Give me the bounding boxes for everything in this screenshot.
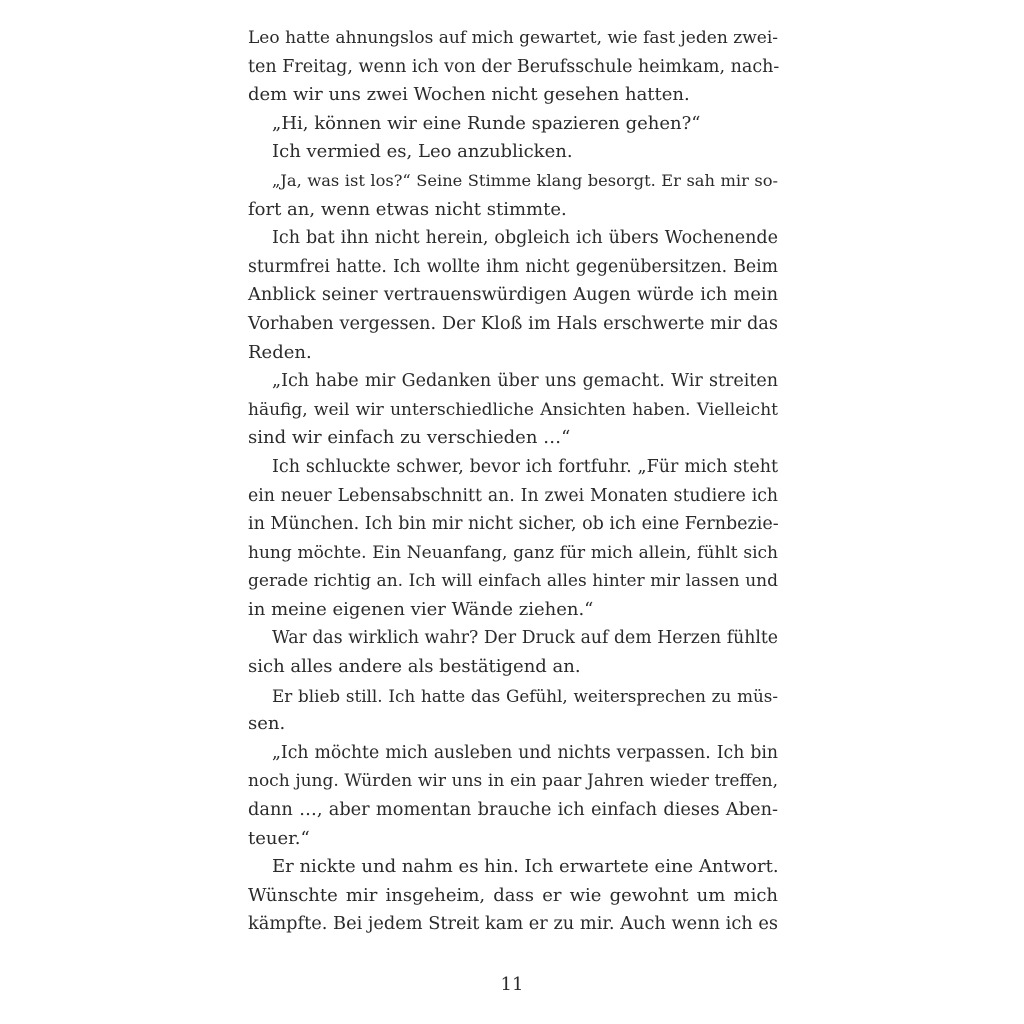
text-line: Ich bat ihn nicht herein, obgleich ich übers Wochenende bbox=[272, 228, 778, 249]
page-number: 11 bbox=[500, 974, 524, 995]
text-line: War das wirklich wahr? Der Druck auf dem Herzen fühlte bbox=[272, 628, 778, 649]
text-line: Wünschte mir insgeheim, dass er wie gewohnt um mich bbox=[248, 884, 778, 906]
text-line: Anblick seiner vertrauenswürdigen Augen würde ich mein bbox=[248, 285, 778, 306]
text-line: gerade richtig an. Ich will einfach alles hinter mir lassen und bbox=[248, 571, 778, 592]
text-line: hung möchte. Ein Neuanfang, ganz für mich allein, fühlt sich bbox=[248, 542, 778, 563]
text-line: dann …, aber momentan brauche ich einfach dieses Aben- bbox=[248, 800, 778, 821]
book-page bbox=[248, 24, 778, 939]
text-line: ein neuer Lebensabschnitt an. In zwei Monaten studiere ich bbox=[248, 485, 778, 506]
text-line: „Ich habe mir Gedanken über uns gemacht. Wir streiten bbox=[272, 371, 778, 392]
text-line: in meine eigenen vier Wände ziehen.“ bbox=[248, 598, 594, 620]
text-line: häufig, weil wir unterschiedliche Ansichten haben. Vielleicht bbox=[248, 399, 778, 420]
text-line: Leo hatte ahnungslos auf mich gewartet, wie fast jeden zwei- bbox=[248, 28, 778, 48]
text-line: „Ja, was ist los?“ Seine Stimme klang besorgt. Er sah mir so- bbox=[272, 170, 778, 190]
text-line: sturmfrei hatte. Ich wollte ihm nicht gegenübersitzen. Beim bbox=[248, 256, 778, 277]
text-line: noch jung. Würden wir uns in ein paar Jahren wieder treffen, bbox=[248, 771, 778, 792]
text-line: Vorhaben vergessen. Der Kloß im Hals erschwerte mir das bbox=[248, 313, 778, 334]
text-line: teuer.“ bbox=[248, 827, 310, 849]
text-line: ten Freitag, wenn ich von der Berufsschule heimkam, nach- bbox=[248, 56, 780, 77]
text-line: Ich vermied es, Leo anzublicken. bbox=[272, 141, 573, 163]
text-line: Er blieb still. Ich hatte das Gefühl, weitersprechen zu müs- bbox=[272, 685, 778, 706]
text-line: fort an, wenn etwas nicht stimmte. bbox=[248, 198, 567, 220]
text-line: Er nickte und nahm es hin. Ich erwartete eine Antwort. bbox=[272, 856, 779, 878]
text-line: „Hi, können wir eine Runde spazieren gehen?“ bbox=[272, 112, 701, 134]
text-line: Ich schluckte schwer, bevor ich fortfuhr. „Für mich steht bbox=[272, 456, 778, 477]
text-line: Reden. bbox=[248, 341, 312, 363]
text-line: sind wir einfach zu verschieden …“ bbox=[248, 427, 571, 449]
text-line: in München. Ich bin mir nicht sicher, ob ich eine Fernbezie- bbox=[248, 514, 779, 535]
text-line: sen. bbox=[248, 713, 286, 735]
text-line: kämpfte. Bei jedem Streit kam er zu mir. Auch wenn ich es bbox=[248, 914, 778, 935]
text-line: „Ich möchte mich ausleben und nichts verpassen. Ich bin bbox=[272, 742, 778, 763]
text-line: sich alles andere als bestätigend an. bbox=[248, 656, 581, 678]
text-line: dem wir uns zwei Wochen nicht gesehen hatten. bbox=[248, 84, 690, 106]
body-text bbox=[248, 24, 778, 939]
